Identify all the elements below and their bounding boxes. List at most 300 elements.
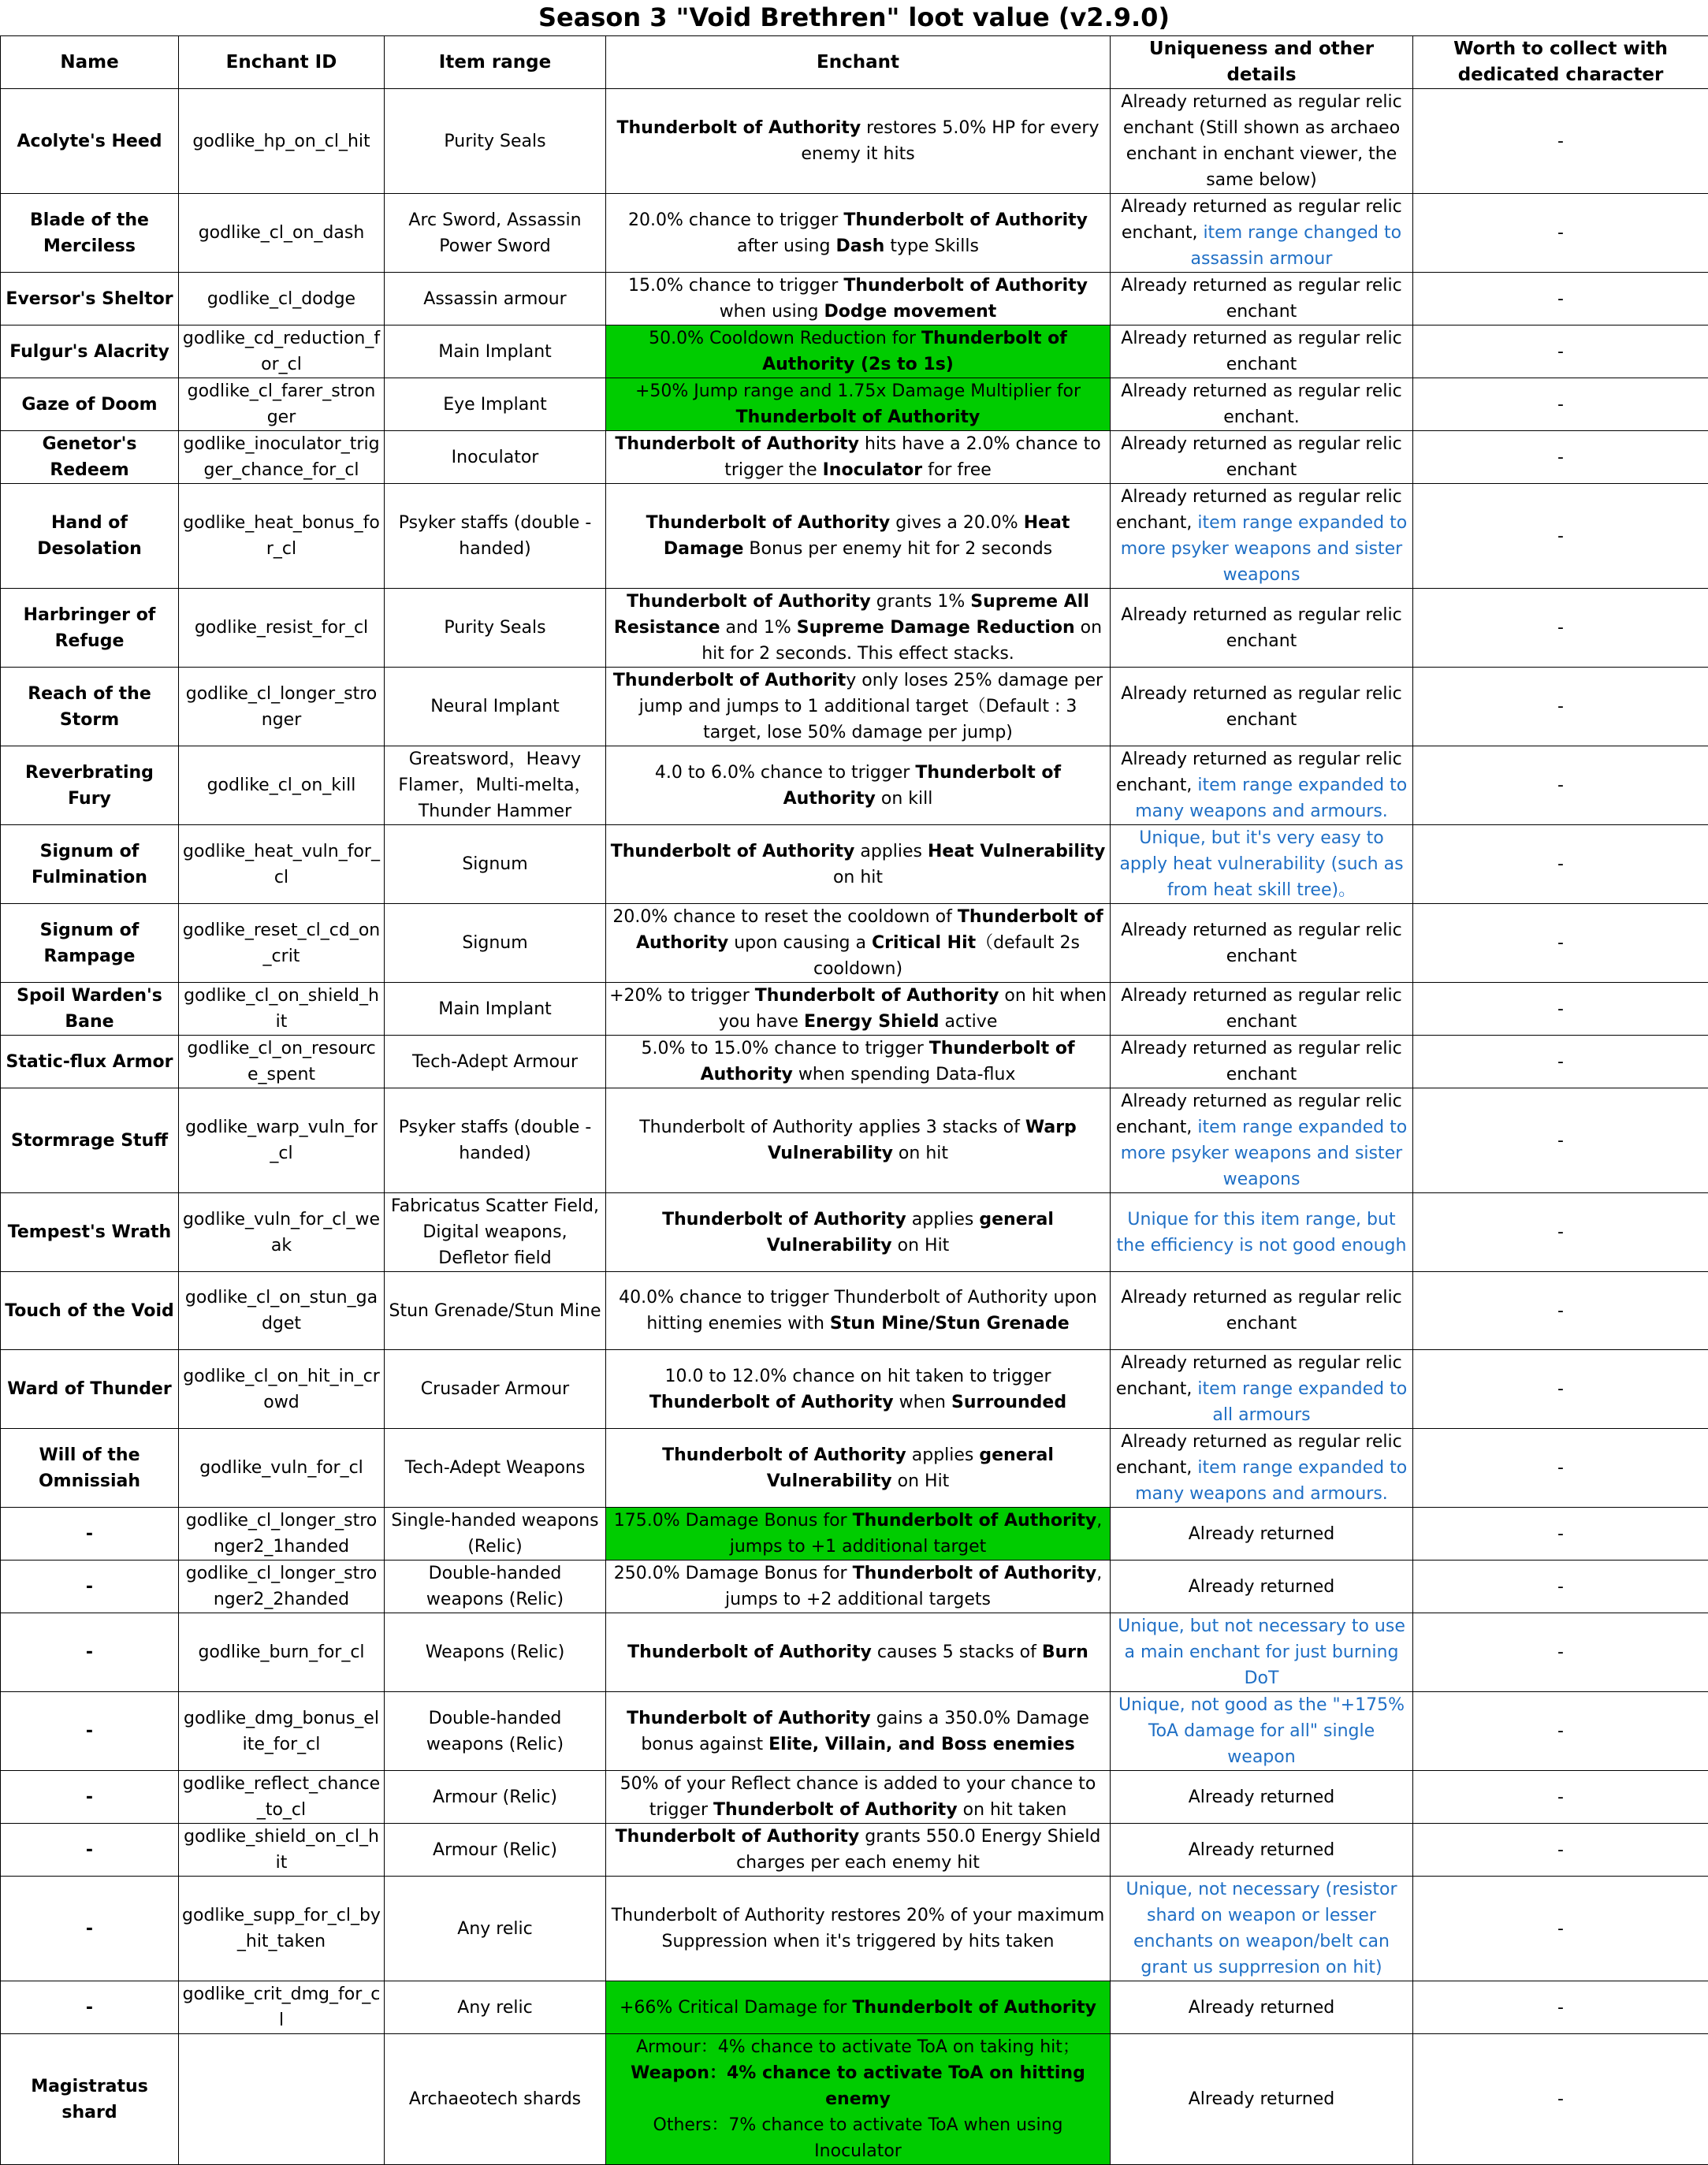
table-row [1,484,1708,589]
enchant-cell [606,194,1111,273]
name-cell: - [1,1981,179,2034]
worth-cell: - [1413,325,1708,378]
item-range-cell: Purity Seals [385,589,606,668]
worth-cell: - [1413,1508,1708,1561]
enchant-text: 20.0% chance to reset the cooldown of [612,907,958,927]
enchant-id-cell: godlike_dmg_bonus_elite_for_cl [179,1692,385,1771]
enchant-id-cell: godlike_resist_for_cl [179,589,385,668]
enchant-text: active [939,1012,997,1032]
enchant-id-cell: godlike_burn_for_cl [179,1613,385,1692]
enchant-id-cell: godlike_inoculator_trigger_chance_for_cl [179,431,385,484]
table-row [1,273,1708,325]
details-cell [1111,589,1413,668]
enchant-id-cell: godlike_cl_longer_stronger2_1handed [179,1508,385,1561]
name-cell: Stormrage Stuff [1,1088,179,1193]
name-cell: - [1,1771,179,1824]
item-range-cell: Any relic [385,1981,606,2034]
enchant-text: Surrounded [951,1393,1066,1412]
enchant-text: Energy Shield [804,1012,939,1032]
enchant-id-cell: godlike_vuln_for_cl_weak [179,1193,385,1272]
enchant-cell [606,325,1111,378]
details-cell [1111,1692,1413,1771]
item-range-cell: Inoculator [385,431,606,484]
table-row [1,1272,1708,1350]
item-range-cell: Signum [385,825,606,904]
worth-cell: - [1413,904,1708,983]
details-cell [1111,1613,1413,1692]
enchant-cell [606,589,1111,668]
enchant-text: Thunderbolt of Authority [616,1827,860,1847]
enchant-text: Thunderbolt of Authority [852,1998,1096,2018]
enchant-cell [606,273,1111,325]
worth-cell: - [1413,1272,1708,1350]
enchant-cell [606,1613,1111,1692]
details-text: item range expanded to many weapons and armours. [1135,776,1407,821]
enchant-cell [606,1508,1111,1561]
name-cell: Signum of Rampage [1,904,179,983]
enchant-cell [606,89,1111,194]
details-text: item range expanded to all armours [1197,1379,1407,1425]
table-row [1,1824,1708,1877]
details-cell [1111,668,1413,746]
item-range-cell: Purity Seals [385,89,606,194]
worth-cell: - [1413,746,1708,825]
details-text: Already returned as regular relic enchant [1121,921,1401,966]
enchant-text: Heat Damage [664,513,1070,559]
details-cell [1111,825,1413,904]
item-range-cell: Stun Grenade/Stun Mine [385,1272,606,1350]
details-text: Already returned as regular relic enchant, [1116,487,1402,533]
table-row [1,1613,1708,1692]
details-text: Already returned as regular relic enchant [1121,684,1401,730]
enchant-id-cell: godlike_cl_on_resource_spent [179,1036,385,1088]
name-cell: Reverbrating Fury [1,746,179,825]
details-cell [1111,1272,1413,1350]
worth-cell: - [1413,825,1708,904]
item-range-cell: Assassin armour [385,273,606,325]
table-header [1,36,1708,89]
details-text: Unique, not good as the "+175% ToA damage for all" single weapon [1118,1695,1405,1767]
enchant-text: Thunderbolt of Authority [783,763,1061,809]
details-text: Already returned as regular relic enchant, [1116,1432,1402,1478]
enchant-text: 20.0% chance to trigger [628,210,843,230]
worth-cell: - [1413,589,1708,668]
enchant-text: Thunderbolt of Authority [627,1709,871,1728]
enchant-text: hits have a 2.0% chance to trigger the [724,434,1100,480]
enchant-text: Thunderbolt of Authority [649,1393,894,1412]
enchant-text: Thunderbolt of Authority [636,907,1103,953]
details-text: Already returned [1189,1577,1335,1597]
worth-cell: - [1413,1877,1708,1981]
enchant-text: Thunderbolt of Authority [853,1564,1097,1583]
enchant-text: Thunderbolt of Authority [713,1800,958,1820]
name-cell: - [1,1824,179,1877]
name-cell: Signum of Fulmination [1,825,179,904]
table-row [1,1692,1708,1771]
enchant-id-cell: godlike_cl_longer_stronger2_2handed [179,1561,385,1613]
enchant-text: Thunderbolt of Authority [627,592,871,612]
details-text: Already returned as regular relic enchant [1121,605,1401,651]
details-cell [1111,1824,1413,1877]
name-cell: Fulgur's Alacrity [1,325,179,378]
item-range-cell: Crusader Armour [385,1350,606,1429]
enchant-cell [606,1036,1111,1088]
worth-cell: - [1413,1692,1708,1771]
item-range-cell: Armour (Relic) [385,1824,606,1877]
worth-cell: - [1413,1350,1708,1429]
worth-cell: - [1413,1193,1708,1272]
table-row [1,1561,1708,1613]
name-cell: Reach of the Storm [1,668,179,746]
details-cell [1111,1429,1413,1508]
item-range-cell: Eye Implant [385,378,606,431]
worth-cell: - [1413,273,1708,325]
details-cell [1111,904,1413,983]
details-text: Already returned [1189,1524,1335,1544]
details-cell [1111,484,1413,589]
enchant-text: restores 5.0% HP for every enemy it hits [801,118,1099,164]
enchant-cell [606,431,1111,484]
enchant-text: Thunderbolt of Authority [843,210,1088,230]
name-cell: Tempest's Wrath [1,1193,179,1272]
worth-cell: - [1413,1771,1708,1824]
enchant-text: Thunderbolt of Authority [662,1445,906,1465]
enchant-cell [606,2034,1111,2165]
enchant-text: Inoculator [823,460,923,480]
worth-cell: - [1413,1036,1708,1088]
details-text: Already returned as regular relic enchant. [1121,381,1401,427]
name-cell: Hand of Desolation [1,484,179,589]
enchant-cell [606,1350,1111,1429]
name-cell: - [1,1692,179,1771]
enchant-text: grants 550.0 Energy Shield charges per each enemy hit [736,1827,1100,1873]
name-cell: - [1,1561,179,1613]
enchant-text: 250.0% Damage Bonus for [614,1564,853,1583]
enchant-text: on Hit [892,1471,950,1491]
details-cell [1111,1193,1413,1272]
enchant-text: gains a 350.0% Damage bonus against [641,1709,1089,1754]
enchant-text: on kill [876,789,932,809]
table-row [1,325,1708,378]
enchant-text: 50.0% Cooldown Reduction for [649,329,921,348]
details-text: item range expanded to more psyker weapons and sister weapons [1121,513,1407,585]
enchant-text: （default 2s cooldown) [813,933,1080,979]
enchant-text: Thunderbolt of Authority [755,986,999,1006]
table-row [1,825,1708,904]
table-row [1,2034,1708,2165]
enchant-cell [606,484,1111,589]
name-cell: Eversor's Sheltor [1,273,179,325]
enchant-text: when using [720,302,824,322]
worth-cell: - [1413,484,1708,589]
details-cell [1111,1561,1413,1613]
enchant-text: Supreme All Resistance [614,592,1089,638]
table-row [1,1193,1708,1272]
details-cell [1111,746,1413,825]
enchant-id-cell: godlike_cl_on_kill [179,746,385,825]
enchant-text: type Skills [884,236,979,256]
name-cell: Genetor's Redeem [1,431,179,484]
enchant-text: on Hit [892,1236,950,1255]
details-cell [1111,1088,1413,1193]
name-cell: Acolyte's Heed [1,89,179,194]
worth-cell: - [1413,2034,1708,2165]
enchant-cell [606,378,1111,431]
details-text: Unique for this item range, but the efficiency is not good enough [1117,1210,1407,1255]
enchant-text: 50% of your Reflect chance is added to your chance to trigger [620,1774,1096,1820]
item-range-cell: Weapons (Relic) [385,1613,606,1692]
enchant-cell [606,1088,1111,1193]
worth-cell: - [1413,194,1708,273]
name-cell: Will of the Omnissiah [1,1429,179,1508]
enchant-text: y only loses 25% damage per jump and jumps to 1 additional target（Default : 3 target, lose 50% damage per jump) [639,671,1103,742]
name-cell: - [1,1877,179,1981]
name-cell: Blade of the Merciless [1,194,179,273]
enchant-text: on hit for 2 seconds. This effect stacks. [701,618,1102,664]
details-text: Already returned as regular relic enchant [1121,1288,1401,1334]
worth-cell: - [1413,1824,1708,1877]
item-range-cell: Double-handed weapons (Relic) [385,1561,606,1613]
enchant-cell [606,1429,1111,1508]
enchant-id-cell: godlike_cl_on_hit_in_crowd [179,1350,385,1429]
details-cell [1111,1771,1413,1824]
details-text: Already returned [1189,1840,1335,1860]
worth-cell: - [1413,89,1708,194]
details-text: Already returned [1189,2089,1335,2109]
details-text: Already returned as regular relic enchant, [1121,197,1401,243]
enchant-text: Burn [1042,1642,1088,1662]
worth-cell: - [1413,1429,1708,1508]
enchant-text: gives a 20.0% [890,513,1023,533]
table-row [1,1771,1708,1824]
table-row [1,194,1708,273]
table-row [1,1981,1708,2034]
details-text: Already returned as regular relic enchant [1121,1039,1401,1084]
table-row [1,1036,1708,1088]
details-text: Already returned as regular relic enchant, [1116,1353,1402,1399]
details-cell [1111,431,1413,484]
item-range-cell: Psyker staffs (double - handed) [385,484,606,589]
enchant-text: after using [737,236,835,256]
table-row [1,1877,1708,1981]
enchant-text: Thunderbolt of Authority (2s to 1s) [762,329,1067,374]
enchant-id-cell: godlike_hp_on_cl_hit [179,89,385,194]
enchant-text: 15.0% chance to trigger [628,276,843,296]
enchant-cell [606,1692,1111,1771]
details-cell [1111,194,1413,273]
table-row [1,746,1708,825]
table-body [1,89,1708,2165]
enchant-id-cell: godlike_shield_on_cl_hit [179,1824,385,1877]
details-cell [1111,378,1413,431]
enchant-text: Thunderbolt of Authority [701,1039,1075,1084]
enchant-cell [606,746,1111,825]
enchant-text: Thunderbolt of Authority applies 3 stacks of [639,1118,1025,1137]
worth-cell: - [1413,431,1708,484]
details-text: Already returned as regular relic enchant [1121,434,1401,480]
table-row [1,89,1708,194]
enchant-cell [606,1272,1111,1350]
enchant-id-cell: godlike_warp_vuln_for_cl [179,1088,385,1193]
enchant-text: on hit [893,1144,948,1163]
details-text: Already returned as regular relic enchant, [1116,750,1402,795]
enchant-text: applies [906,1445,980,1465]
enchant-cell [606,1193,1111,1272]
enchant-text: Thunderbolt of Authority [617,118,861,138]
enchant-text: Critical Hit [872,933,976,953]
enchant-text: Thunderbolt of Authorit [613,671,846,690]
item-range-cell: Tech-Adept Weapons [385,1429,606,1508]
enchant-text: grants 1% [871,592,970,612]
details-text: Already returned as regular relic enchant [1121,276,1401,322]
header-enchant-id: Enchant ID [179,36,385,89]
details-text: Unique, but it's very easy to apply heat vulnerability (such as from heat skill tree)。 [1119,828,1403,900]
enchant-text: Warp Vulnerability [768,1118,1077,1163]
loot-table [0,35,1708,2165]
table-row [1,1508,1708,1561]
enchant-text: general Vulnerability [767,1210,1054,1255]
enchant-id-cell: godlike_cd_reduction_for_cl [179,325,385,378]
details-cell [1111,983,1413,1036]
item-range-cell: Fabricatus Scatter Field, Digital weapons, Defletor field [385,1193,606,1272]
enchant-cell [606,983,1111,1036]
details-cell [1111,1036,1413,1088]
name-cell: Spoil Warden's Bane [1,983,179,1036]
enchant-id-cell: godlike_crit_dmg_for_cl [179,1981,385,2034]
name-cell: Ward of Thunder [1,1350,179,1429]
enchant-text: upon causing a [728,933,872,953]
details-cell [1111,273,1413,325]
table-row [1,589,1708,668]
enchant-text: general Vulnerability [767,1445,1054,1491]
item-range-cell: Archaeotech shards [385,2034,606,2165]
enchant-text: Thunderbolt of Authority [615,434,859,454]
enchant-cell [606,825,1111,904]
enchant-id-cell: godlike_cl_on_stun_gadget [179,1272,385,1350]
enchant-text: , jumps to +1 additional target [730,1511,1103,1557]
worth-cell: - [1413,1981,1708,2034]
item-range-cell: Single-handed weapons (Relic) [385,1508,606,1561]
enchant-text: on hit taken [958,1800,1067,1820]
enchant-text: for free [922,460,992,480]
name-cell: Gaze of Doom [1,378,179,431]
worth-cell: - [1413,1613,1708,1692]
enchant-text: +66% Critical Damage for [620,1998,852,2018]
item-range-cell: Tech-Adept Armour [385,1036,606,1088]
enchant-id-cell: godlike_cl_longer_stronger [179,668,385,746]
enchant-text: causes 5 stacks of [872,1642,1042,1662]
item-range-cell: Armour (Relic) [385,1771,606,1824]
enchant-cell [606,1824,1111,1877]
enchant-text: Thunderbolt of Authority restores 20% of your maximum Suppression when it's triggered by hits taken [612,1906,1105,1951]
enchant-text: Dash [835,236,884,256]
enchant-text: when spending Data-flux [793,1065,1016,1084]
enchant-text: when [894,1393,951,1412]
sheet-title: Season 3 "Void Brethren" loot value (v2.9.0) [0,0,1708,35]
enchant-id-cell: godlike_reset_cl_cd_on_crit [179,904,385,983]
enchant-text: applies [854,842,928,861]
enchant-id-cell: godlike_cl_dodge [179,273,385,325]
enchant-cell [606,1561,1111,1613]
details-cell [1111,1350,1413,1429]
enchant-text: , jumps to +2 additional targets [725,1564,1102,1609]
details-text: Unique, not necessary (resistor shard on weapon or lesser enchants on weapon/belt can grant us supprresion on hit) [1126,1880,1397,1977]
enchant-id-cell: godlike_reflect_chance_to_cl [179,1771,385,1824]
name-cell: - [1,1508,179,1561]
enchant-text: applies [906,1210,980,1229]
details-cell [1111,1508,1413,1561]
details-text: item range expanded to more psyker weapons and sister weapons [1121,1118,1407,1189]
enchant-text: +20% to trigger [609,986,755,1006]
enchant-text: Others：7% chance to activate ToA when using Inoculator [653,2115,1063,2161]
enchant-text: Armour：4% chance to activate ToA on taking hit； [636,2037,1080,2057]
enchant-cell [606,1771,1111,1824]
enchant-id-cell: godlike_cl_on_dash [179,194,385,273]
table-row [1,904,1708,983]
details-cell [1111,2034,1413,2165]
enchant-id-cell: godlike_heat_vuln_for_cl [179,825,385,904]
header-worth: Worth to collect with dedicated character [1413,36,1708,89]
enchant-cell [606,1877,1111,1981]
enchant-cell [606,904,1111,983]
name-cell: Static-flux Armor [1,1036,179,1088]
enchant-text: Thunderbolt of Authority [843,276,1088,296]
header-enchant: Enchant [606,36,1111,89]
enchant-id-cell: godlike_cl_farer_stronger [179,378,385,431]
details-text: item range changed to assassin armour [1191,223,1402,269]
details-cell [1111,325,1413,378]
item-range-cell: Psyker staffs (double - handed) [385,1088,606,1193]
item-range-cell: Signum [385,904,606,983]
enchant-text: Bonus per enemy hit for 2 seconds [743,539,1052,559]
details-text: Already returned as regular relic enchant (Still shown as archaeo enchant in enchant viewer, the same below) [1121,92,1401,190]
details-cell [1111,1981,1413,2034]
table-row [1,1088,1708,1193]
worth-cell: - [1413,1561,1708,1613]
enchant-text: on hit [833,868,883,887]
enchant-text: Supreme Damage Reduction [797,618,1075,638]
enchant-text: 4.0 to 6.0% chance to trigger [655,763,915,783]
details-cell [1111,1877,1413,1981]
enchant-text: Thunderbolt of Authority [853,1511,1097,1531]
enchant-text: Thunderbolt of Authority [646,513,891,533]
table-row [1,983,1708,1036]
details-text: Already returned [1189,1998,1335,2018]
details-text: Already returned as regular relic enchant [1121,986,1401,1032]
enchant-text: 175.0% Damage Bonus for [614,1511,853,1531]
name-cell: - [1,1613,179,1692]
table-row [1,668,1708,746]
enchant-text: Thunderbolt of Authority [736,407,981,427]
enchant-text: Heat Vulnerability [928,842,1105,861]
enchant-text: Dodge movement [824,302,997,322]
enchant-text: on hit when you have [719,986,1107,1032]
item-range-cell: Main Implant [385,325,606,378]
enchant-id-cell: godlike_heat_bonus_for_cl [179,484,385,589]
enchant-text: Elite, Villain, and Boss enemies [768,1735,1075,1754]
details-text: item range expanded to many weapons and armours. [1135,1458,1407,1504]
worth-cell: - [1413,378,1708,431]
item-range-cell: Arc Sword, Assassin Power Sword [385,194,606,273]
enchant-text: 40.0% chance to trigger Thunderbolt of Authority upon hitting enemies with [619,1288,1097,1334]
enchant-text: +50% Jump range and 1.75x Damage Multiplier for [635,381,1081,401]
enchant-cell [606,1981,1111,2034]
details-text: Already returned as regular relic enchant [1121,329,1401,374]
enchant-text: Stun Mine/Stun Grenade [830,1314,1070,1334]
enchant-id-cell: godlike_supp_for_cl_by_hit_taken [179,1877,385,1981]
enchant-text: Thunderbolt of Authority [611,842,855,861]
enchant-id-cell: godlike_vuln_for_cl [179,1429,385,1508]
